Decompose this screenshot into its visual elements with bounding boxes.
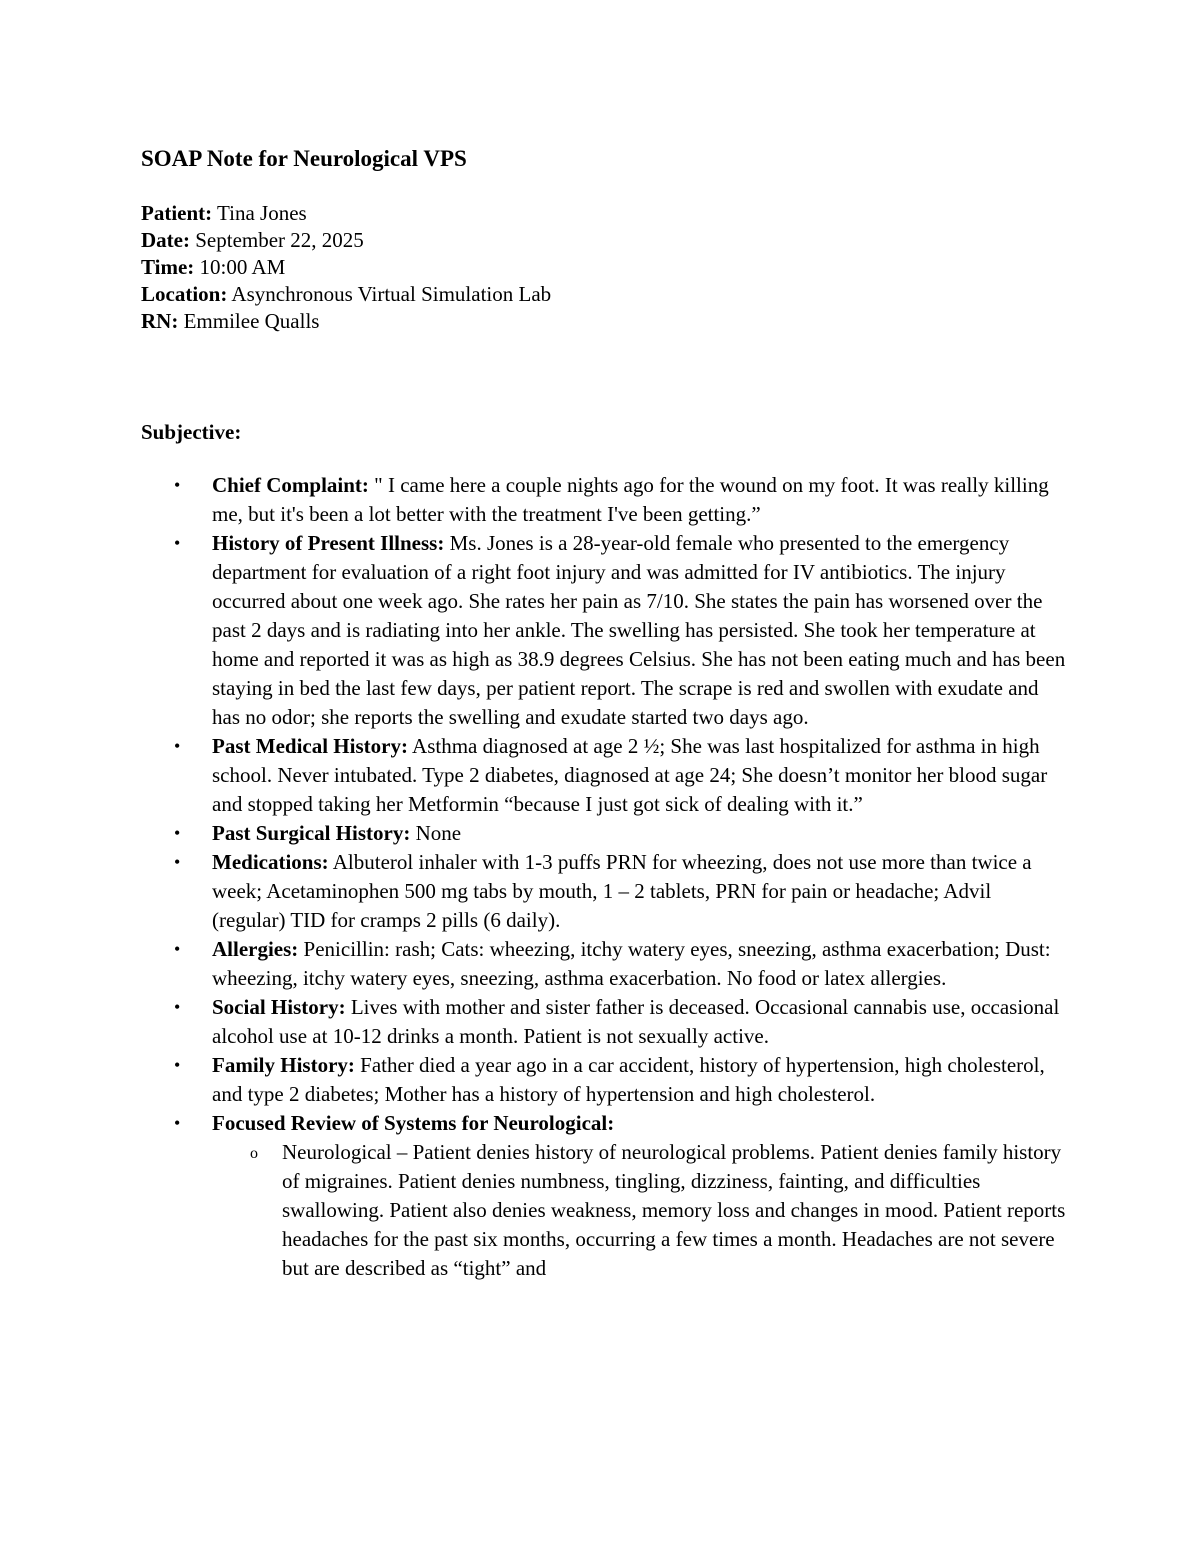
ros-sub-list (212, 1138, 1066, 1283)
location-value: Asynchronous Virtual Simulation Lab (231, 282, 552, 306)
patient-line (141, 200, 551, 227)
list-item-medications (141, 848, 1066, 935)
item-label: Family History: (212, 1053, 355, 1077)
list-item-hpi (141, 529, 1066, 732)
item-label: History of Present Illness: (212, 531, 445, 555)
patient-value: Tina Jones (217, 201, 307, 225)
bullet-icon: • (174, 1055, 181, 1075)
list-item-social-history (141, 993, 1066, 1051)
list-item-past-surgical-history (141, 819, 1066, 848)
list-item-family-history (141, 1051, 1066, 1109)
item-text: Penicillin: rash; Cats: wheezing, itchy watery eyes, sneezing, asthma exacerbation; Dust: wheezing, itchy watery eyes, sneezing, asthma exacerbation. No food or latex allergies. (212, 937, 1051, 990)
patient-label: Patient: (141, 201, 213, 225)
bullet-icon: • (174, 997, 181, 1017)
item-label: Chief Complaint: (212, 473, 369, 497)
document-title: SOAP Note for Neurological VPS (141, 146, 467, 171)
bullet-icon: • (174, 852, 181, 872)
bullet-icon: • (174, 823, 181, 843)
location-line (141, 281, 551, 308)
patient-info-block (141, 200, 551, 335)
item-label: Past Surgical History: (212, 821, 411, 845)
time-label: Time: (141, 255, 195, 279)
item-label: Allergies: (212, 937, 299, 961)
date-value: September 22, 2025 (195, 228, 364, 252)
item-text: None (415, 821, 462, 845)
list-item-chief-complaint (141, 471, 1066, 529)
rn-line (141, 308, 551, 335)
location-label: Location: (141, 282, 228, 306)
item-label: Social History: (212, 995, 346, 1019)
list-item-allergies (141, 935, 1066, 993)
bullet-icon: • (174, 939, 181, 959)
bullet-icon: • (174, 1113, 181, 1133)
item-text: Father died a year ago in a car accident, history of hypertension, high cholesterol, and type 2 diabetes; Mother has a history of hypertension and high cholesterol. (212, 1053, 1045, 1106)
item-text: Albuterol inhaler with 1-3 puffs PRN for wheezing, does not use more than twice a week; Acetaminophen 500 mg tabs by mouth, 1 – 2 tablets, PRN for pain or headache; Advil (regular) TID for cramps 2 pills (6 daily). (212, 850, 1032, 932)
bullet-icon: • (174, 533, 181, 553)
date-label: Date: (141, 228, 190, 252)
item-text: Ms. Jones is a 28-year-old female who presented to the emergency department for evaluation of a right foot injury and was admitted for IV antibiotics. The injury occurred about one week ago. She rates her pain as 7/10. She states the pain has worsened over the past 2 days and is radiating into her ankle. The swelling has persisted. She took her temperature at home and reported it was as high as 38.9 degrees Celsius. She has not been eating much and has been staying in bed the last few days, per patient report. The scrape is red and swollen with exudate and has no odor; she reports the swelling and exudate started two days ago. (212, 531, 1066, 729)
sub-item-text: Neurological – Patient denies history of neurological problems. Patient denies family history of migraines. Patient denies numbness, tingling, dizziness, fainting, and difficulties swallowing. Patient also denies weakness, memory loss and changes in mood. Patient reports headaches for the past six months, occurring a few times a month. Headaches are not severe but are described as “tight” and (282, 1140, 1066, 1280)
time-value: 10:00 AM (199, 255, 286, 279)
item-label: Past Medical History: (212, 734, 408, 758)
rn-value: Emmilee Qualls (183, 309, 320, 333)
bullet-icon: • (174, 475, 181, 495)
circle-bullet-icon: o (250, 1145, 258, 1162)
item-label: Focused Review of Systems for Neurological: (212, 1111, 615, 1135)
list-item-past-medical-history (141, 732, 1066, 819)
item-label: Medications: (212, 850, 329, 874)
subjective-list (141, 471, 1066, 1283)
item-text: " I came here a couple nights ago for the wound on my foot. It was really killing me, but it's been a lot better with the treatment I've been getting.” (212, 473, 1049, 526)
item-text: Lives with mother and sister father is deceased. Occasional cannabis use, occasional alcohol use at 10-12 drinks a month. Patient is not sexually active. (212, 995, 1060, 1048)
rn-label: RN: (141, 309, 179, 333)
date-line (141, 227, 551, 254)
bullet-icon: • (174, 736, 181, 756)
item-text: Asthma diagnosed at age 2 ½; She was last hospitalized for asthma in high school. Never intubated. Type 2 diabetes, diagnosed at age 24; She doesn’t monitor her blood sugar and stopped taking her Metformin “because I just got sick of dealing with it.” (212, 734, 1048, 816)
time-line (141, 254, 551, 281)
subjective-heading: Subjective: (141, 420, 242, 444)
sub-list-item-neurological (212, 1138, 1066, 1283)
list-item-focused-ros (141, 1109, 1066, 1283)
